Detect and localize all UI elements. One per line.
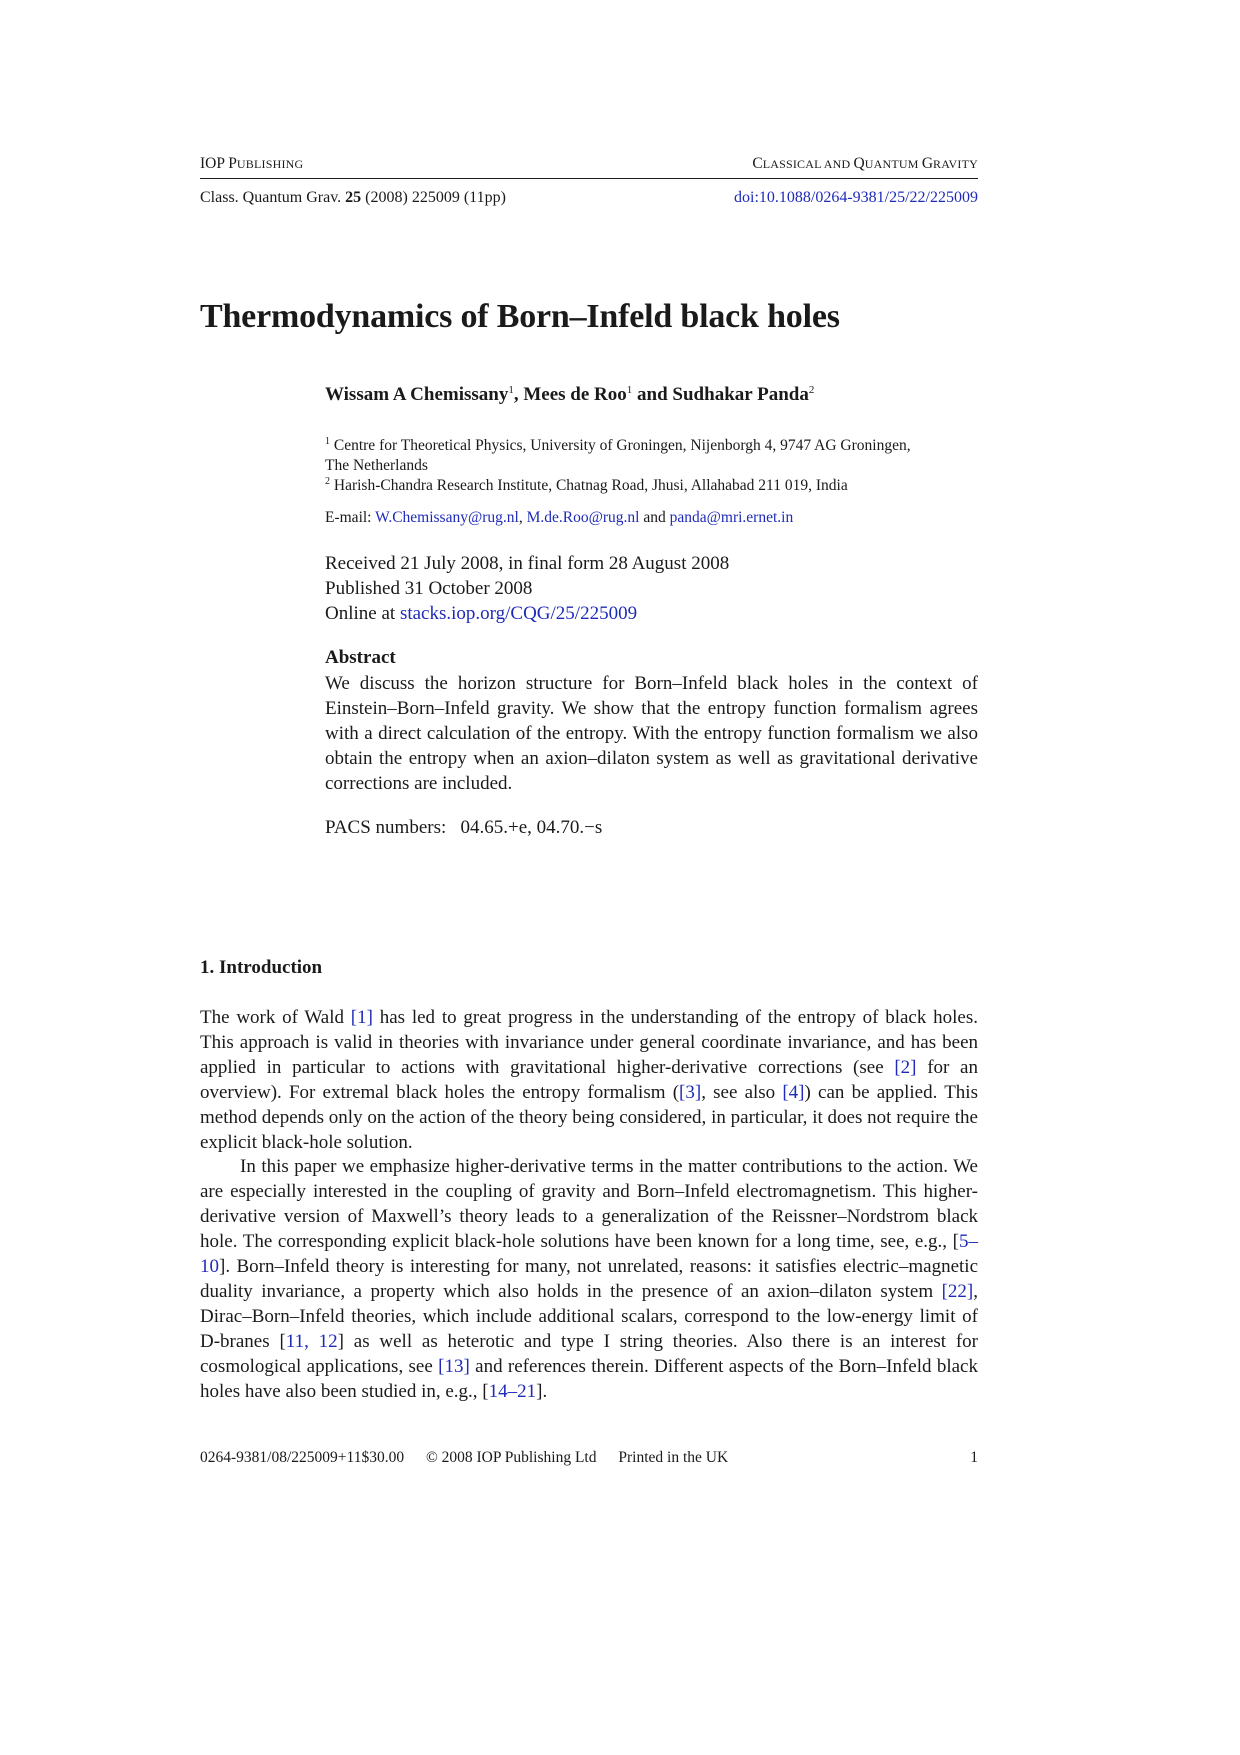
email-link[interactable]: panda@mri.ernet.in [669,509,794,526]
doi-link-wrap [734,189,978,207]
text-run: ]. Born–Infeld theory is interesting for many, not unrelated, reasons: it satisfies electric–magnetic duality invariance, a property which also holds in the presence of an axion–dilaton system [200,1256,978,1302]
text-run: ] as well as heterotic and type I string theories. Also there is an interest for cosmological applications, see [200,1330,979,1377]
text-run: , Dirac–Born–Infeld theories, which include additional scalars, correspond to the low-energy limit of D-branes [ [200,1280,978,1352]
citation-link[interactable]: 11, 12 [285,1330,338,1352]
publication-dates [325,551,729,626]
text-run: for an overview). For extremal black holes the entropy formalism ( [200,1056,978,1103]
page-number: 1 [970,1449,978,1466]
paper-title: Thermodynamics of Born–Infeld black holes [200,298,840,335]
citation: Class. Quantum Grav. 25 (2008) 225009 (11pp) [200,189,506,206]
citation-link[interactable]: [2] [894,1056,917,1078]
author-list: Wissam A Chemissany$^1$, Mees de Roo$^1$ and Sudhakar Panda$^2$ [325,384,815,405]
citation-link[interactable]: [1] [350,1007,373,1028]
publisher-name: IOP PUBLISHING [200,155,304,172]
text-run: has led to great progress in the understanding of the entropy of black holes. This approach is valid in theories with invariance under general coordinate invariance, and has been applied in particular to actions with gravitational higher-derivative corrections (see [200,1007,978,1078]
email-link[interactable]: W.Chemissany@rug.nl [375,509,519,526]
text-run: The work of Wald [200,1007,351,1028]
journal-name: CLASSICAL AND QUANTUM GRAVITY [752,155,978,172]
text-run: In this paper we emphasize higher-derivative terms in the matter contributions to the action. We are especially interested in the coupling of gravity and Born–Infeld electromagnetism. This higher-derivative version of Maxwell’s theory leads to a generalization of the Reissner–Nordstrom black hole. The corresponding explicit black-hole solutions have been known for a long time, see, e.g., [ [200,1156,978,1253]
received-date: Received 21 July 2008, in final form 28 August 2008 [325,553,730,574]
author-name: Sudhakar Panda [672,384,809,405]
affiliation-marker: 1 [508,384,514,396]
doi-link[interactable]: doi:10.1088/0264-9381/25/22/225009 [734,189,978,206]
email-line: E-mail: W.Chemissany@rug.nl, M.de.Roo@rug.nl and panda@mri.ernet.in [325,509,794,526]
abstract-text: We discuss the horizon structure for Born–Infeld black holes in the context of Einstein–Born–Infeld gravity. We show that the entropy function formalism agrees with a direct calculation of the entropy. With the entropy function formalism we also obtain the entropy when an axion–dilaton system as well as gravitational derivative corrections are included. [325,673,978,794]
text-run: and references therein. Different aspects of the Born–Infeld black holes have also been studied in, e.g., [ [200,1355,978,1402]
citation-link[interactable]: [4] [782,1081,805,1103]
abstract-heading: Abstract [325,647,396,668]
published-date: Published 31 October 2008 [325,578,533,599]
footer-info [200,1449,746,1467]
copyright: © 2008 IOP Publishing Ltd [425,1449,597,1466]
issn-price: 0264-9381/08/225009+11$30.00 [200,1449,405,1466]
text-run: ) can be applied. This method depends only on the action of the theory being considered, in particular, it does not require the explicit black-hole solution. [200,1081,978,1153]
author-name: Mees de Roo [523,384,627,405]
paragraph [200,1006,978,1155]
affiliation-2: $^2$ Harish-Chandra Research Institute, Chatnag Road, Jhusi, Allahabad 211 019, India [325,476,848,494]
online-link[interactable]: stacks.iop.org/CQG/25/225009 [399,603,638,624]
paragraph [200,1155,978,1404]
printed-in: Printed in the UK [618,1449,729,1466]
header-rule [200,178,978,179]
citation-link[interactable]: [3] [679,1081,702,1103]
online-line: Online at stacks.iop.org/CQG/25/225009 [325,603,638,624]
affiliation-1: $^1$ Centre for Theoretical Physics, University of Groningen, Nijenborgh 4, 9747 AG Groningen, The Netherlands [325,436,911,474]
text-run: , see also [701,1081,783,1103]
text-run: ]. [536,1380,548,1402]
citation-link[interactable]: [13] [438,1355,470,1377]
email-link[interactable]: M.de.Roo@rug.nl [526,509,640,526]
affiliation-marker: 1 [626,384,633,396]
introduction-body [200,1006,978,1405]
section-heading: 1. Introduction [200,957,323,978]
pacs-numbers: PACS numbers: 04.65.+e, 04.70.−s [325,817,603,838]
citation-link[interactable]: 5–10 [200,1231,978,1278]
affiliation-marker: 2 [808,384,815,396]
citation-link[interactable]: [22] [941,1280,974,1302]
author-name: Wissam A Chemissany [325,384,509,405]
citation-link[interactable]: 14–21 [488,1380,537,1402]
